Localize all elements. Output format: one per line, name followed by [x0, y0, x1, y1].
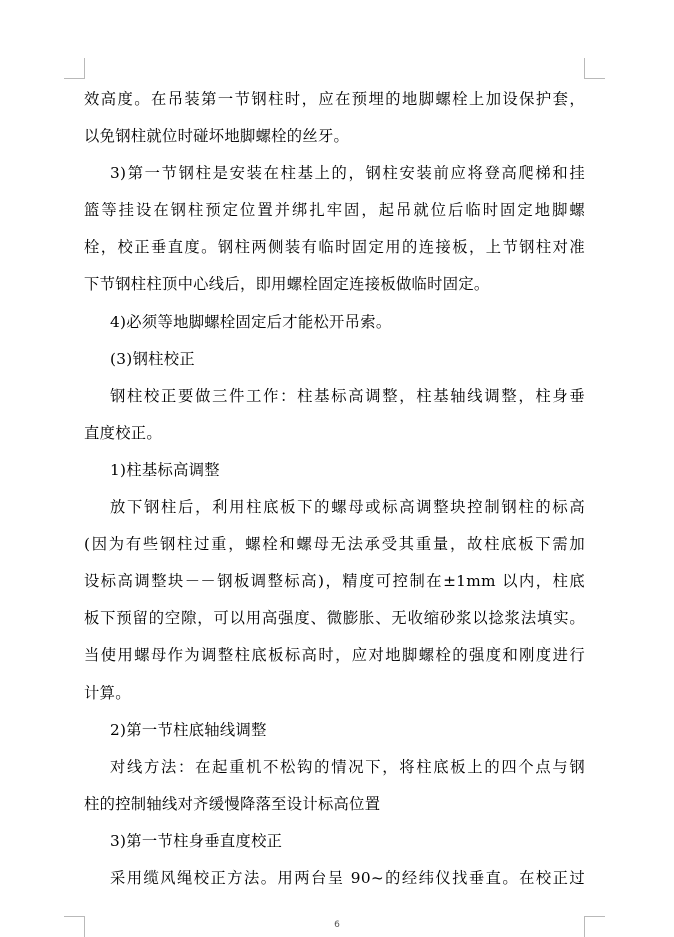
paragraph-line: 直度校正。 [84, 423, 162, 442]
paragraph-line: 效高度。在吊装第一节钢柱时，应在预埋的地脚螺栓上加设保护套， [84, 90, 585, 108]
crop-mark-top-left [64, 58, 85, 79]
paragraph-line: 下节钢柱柱顶中心线后，即用螺栓固定连接板做临时固定。 [84, 275, 490, 294]
page-number: 6 [334, 920, 340, 930]
crop-mark-top-right [584, 58, 605, 79]
paragraph-line: 3)第一节钢柱是安装在柱基上的，钢柱安装前应将登高爬梯和挂 [110, 164, 585, 183]
paragraph-line: 柱的控制轴线对齐缓慢降落至设计标高位置 [84, 794, 381, 813]
subsection-heading: 1)柱基标高调整 [110, 460, 220, 479]
paragraph-line: (因为有些钢柱过重，螺栓和螺母无法承受其重量，故柱底板下需加 [84, 535, 585, 554]
paragraph-line: 栓，校正垂直度。钢柱两侧装有临时固定用的连接板，上节钢柱对准 [84, 238, 585, 257]
paragraph-line: 当使用螺母作为调整柱底板标高时，应对地脚螺栓的强度和刚度进行 [84, 646, 585, 665]
paragraph-line: 放下钢柱后，利用柱底板下的螺母或标高调整块控制钢柱的标高 [110, 498, 585, 517]
paragraph-line: 采用缆风绳校正方法。用两台呈 90~的经纬仪找垂直。在校正过 [110, 868, 585, 887]
paragraph-line: 对线方法：在起重机不松钩的情况下，将柱底板上的四个点与钢 [110, 757, 585, 776]
paragraph-line: 板下预留的空隙，可以用高强度、微膨胀、无收缩砂浆以捻浆法填实。 [84, 609, 585, 628]
paragraph-line: 计算。 [84, 683, 131, 702]
paragraph-line: 4)必须等地脚螺栓固定后才能松开吊索。 [110, 312, 392, 331]
paragraph-line: 篮等挂设在钢柱预定位置并绑扎牢固，起吊就位后临时固定地脚螺 [84, 201, 585, 220]
paragraph-line: 钢柱校正要做三件工作：柱基标高调整，柱基轴线调整，柱身垂 [110, 386, 585, 405]
subsection-heading: 3)第一节柱身垂直度校正 [110, 831, 283, 850]
paragraph-line: 以免钢柱就位时碰坏地脚螺栓的丝牙。 [84, 127, 350, 146]
document-body [84, 81, 585, 897]
paragraph-line: 设标高调整块－－钢板调整标高)，精度可控制在±1mm 以内，柱底 [84, 572, 585, 591]
section-heading: (3)钢柱校正 [110, 349, 195, 368]
subsection-heading: 2)第一节柱底轴线调整 [110, 720, 267, 739]
